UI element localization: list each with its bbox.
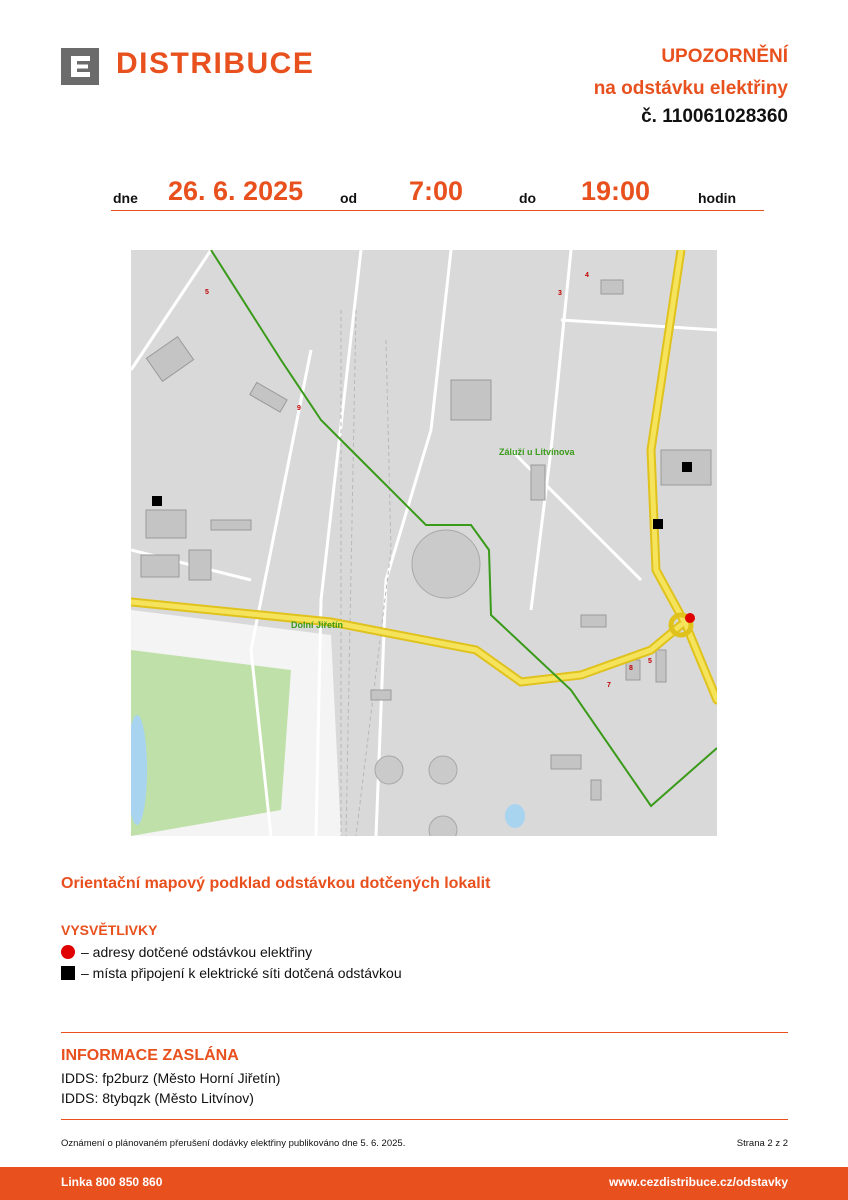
outage-date: 26. 6. 2025 <box>168 176 304 206</box>
house-number: 9 <box>297 405 301 412</box>
connection-point <box>653 519 663 529</box>
house-number: 4 <box>585 272 589 279</box>
house-number: 5 <box>648 658 652 665</box>
place-label-dolni-jiretin: Dolní Jiřetín <box>291 620 344 630</box>
legend-affected-address <box>61 944 312 960</box>
hotline: Linka 800 850 860 <box>61 1175 163 1189</box>
legend-title: VYSVĚTLIVKY <box>61 922 158 938</box>
notice-title: UPOZORNĚNÍ <box>661 46 788 67</box>
day-label: dne <box>113 190 138 206</box>
website-link[interactable]: www.cezdistribuce.cz/odstavky <box>609 1175 788 1189</box>
place-label-zaluzi: Záluží u Litvínova <box>499 447 575 457</box>
legend-connection-point-text: – místa připojení k elektrické síti dotčená odstávkou <box>81 965 402 981</box>
house-number: 7 <box>607 682 611 689</box>
hours-label: hodin <box>698 190 737 206</box>
cez-logo-icon <box>61 48 99 85</box>
connection-point <box>682 462 692 472</box>
pond <box>505 804 525 828</box>
info-title: INFORMACE ZASLÁNA <box>61 1047 239 1064</box>
to-label: do <box>519 190 537 206</box>
map-caption: Orientační mapový podklad odstávkou dotčených lokalit <box>61 875 491 892</box>
red-dot-icon <box>61 945 75 959</box>
affected-address <box>685 613 695 623</box>
page-number: Strana 2 z 2 <box>736 1138 788 1149</box>
house-number: 5 <box>205 289 209 296</box>
date-divider <box>111 210 764 211</box>
connection-point <box>152 496 162 506</box>
legend-affected-address-text: – adresy dotčené odstávkou elektřiny <box>81 944 313 960</box>
from-time: 7:00 <box>409 176 464 206</box>
brand-name: DISTRIBUCE <box>116 47 315 80</box>
house-number: 8 <box>629 665 633 672</box>
to-time: 19:00 <box>581 176 651 206</box>
divider <box>61 1119 788 1120</box>
from-label: od <box>340 190 358 206</box>
notice-number: č. 110061028360 <box>641 106 788 127</box>
legend-connection-point <box>61 965 402 981</box>
black-square-icon <box>61 966 75 980</box>
publication-note: Oznámení o plánovaném přerušení dodávky elektřiny publikováno dne 5. 6. 2025. <box>61 1138 406 1149</box>
notice-subtitle: na odstávku elektřiny <box>593 78 788 99</box>
outage-map <box>131 250 717 836</box>
house-number: 3 <box>558 290 562 297</box>
divider <box>61 1032 788 1033</box>
info-line: IDDS: fp2burz (Město Horní Jiřetín) <box>61 1070 281 1086</box>
info-line: IDDS: 8tybqzk (Město Litvínov) <box>61 1090 254 1106</box>
